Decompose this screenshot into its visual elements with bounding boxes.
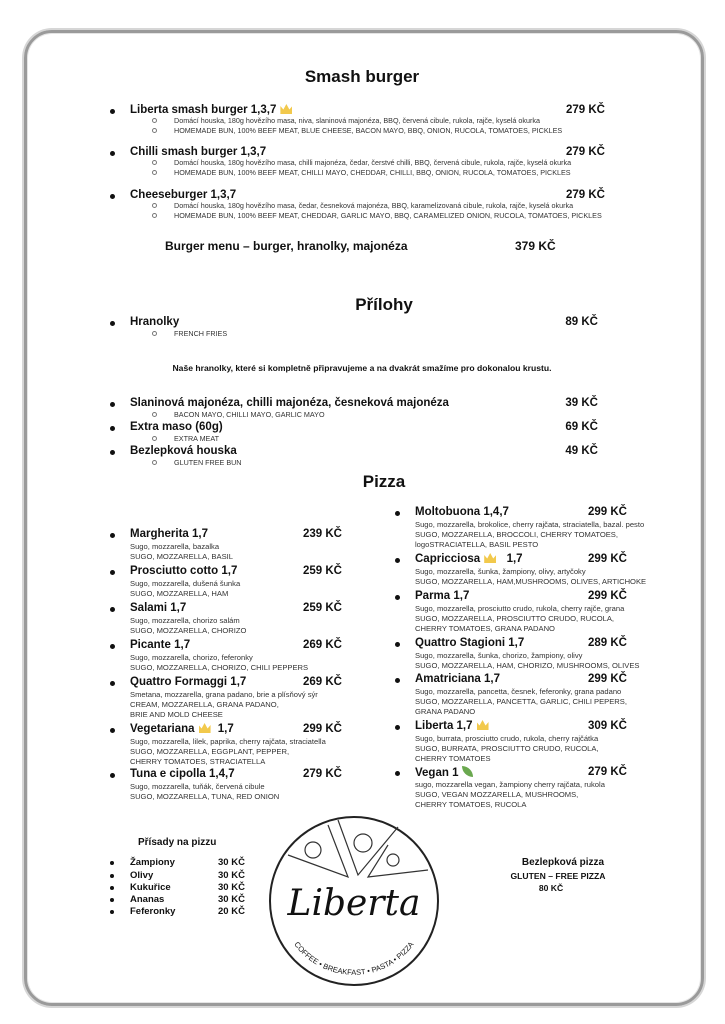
pizza-name	[130, 602, 186, 615]
crown-icon	[477, 720, 489, 730]
sub-bullet-icon	[152, 203, 157, 208]
pizza-allergens: 1,7	[500, 553, 523, 565]
side-desc-en: EXTRA MEAT	[174, 434, 219, 443]
pizza-name-text: Tuna e cipolla 1,4,7	[130, 768, 235, 780]
section-title-smash-burger: Smash burger	[304, 67, 420, 86]
pizza-name	[130, 676, 246, 689]
pizza-description-line: SUGO, MOZZARELLA, BROCCOLI, CHERRY TOMATOES,	[415, 530, 618, 539]
pizza-name	[415, 590, 469, 603]
pizza-description-line: CHERRY TOMATOES, STRACIATELLA	[130, 757, 266, 766]
topping-price: 20 KČ	[218, 906, 245, 917]
pizza-name-text: Amatriciana 1,7	[415, 673, 501, 685]
pizza-description-line: Sugo, mozzarella, dušená šunka	[130, 579, 241, 588]
topping-price: 30 KČ	[218, 894, 245, 905]
pizza-name-text: Liberta 1,7	[415, 720, 473, 732]
bullet-icon	[110, 681, 115, 686]
pizza-price: 269 KČ	[303, 676, 342, 688]
gluten-free-pizza-title: Bezlepková pizza	[521, 857, 605, 868]
bullet-icon	[110, 109, 115, 114]
pizza-description-line: SUGO, MOZZARELLA, CHORIZO	[130, 626, 247, 635]
bullet-icon	[110, 773, 115, 778]
section-title-pizza: Pizza	[362, 472, 406, 491]
pizza-name	[415, 673, 500, 686]
pizza-price: 279 KČ	[303, 768, 342, 780]
pizza-name-text: Vegetariana	[130, 723, 195, 735]
bullet-icon	[395, 725, 400, 730]
pizza-description-line: Sugo, mozzarella, bazalka	[130, 542, 220, 551]
pizza-description-line: Sugo, mozzarella, brokolice, cherry rajčata, straciatella, bazal. pesto	[415, 520, 645, 529]
gluten-free-pizza-en: GLUTEN – FREE PIZZA	[510, 871, 606, 881]
burger-desc-en: HOMEMADE BUN, 100% BEEF MEAT, CHILLI MAYO, CHEDDAR, CHILLI, BBQ, ONION, RUCOLA, TOMATOES, PICKLES	[174, 168, 571, 177]
pizza-name	[415, 637, 524, 650]
pizza-description-line: Sugo, mozzarella, pancetta, česnek, feferonky, grana padano	[415, 687, 622, 696]
burger-name-text: Chilli smash burger 1,3,7	[130, 146, 267, 158]
pizza-price: 259 KČ	[303, 565, 342, 577]
pizza-price: 299 KČ	[588, 673, 627, 685]
pizza-name-text: Quattro Formaggi 1,7	[130, 676, 247, 688]
side-desc-en: BACON MAYO, CHILLI MAYO, GARLIC MAYO	[174, 410, 325, 419]
pizza-description-line: SUGO, MOZZARELLA, HAM	[130, 589, 229, 598]
side-desc-en: GLUTEN FREE BUN	[174, 458, 242, 467]
side-name: Hranolky	[130, 316, 180, 328]
burger-name-text: Liberta smash burger 1,3,7	[130, 104, 277, 116]
topping-name: Olivy	[130, 870, 154, 881]
burger-desc-cz: Domácí houska, 180g hovězího masa, čedar, česneková majonéza, BBQ, karamelizovaná cibule, rukola, rajče, kyselá okurka	[174, 201, 574, 210]
bullet-icon	[110, 644, 115, 649]
crown-icon	[199, 723, 211, 733]
topping-price: 30 KČ	[218, 882, 245, 893]
pizza-description	[130, 579, 240, 599]
bullet-icon	[110, 874, 114, 878]
pizza-description-line: Sugo, mozzarella, chorizo, feferonky	[130, 653, 253, 662]
section-title-sides: Přílohy	[355, 295, 413, 314]
logo-ring-text-path: COFFEE • BREAKFAST • PASTA • PIZZA	[292, 939, 416, 977]
bullet-icon	[395, 511, 400, 516]
bullet-icon	[110, 533, 115, 538]
crown-icon	[484, 553, 496, 563]
bullet-icon	[110, 607, 115, 612]
pizza-name-text: Quattro Stagioni 1,7	[415, 637, 525, 649]
pizza-description	[130, 616, 246, 636]
pizza-name-text: Prosciutto cotto 1,7	[130, 565, 238, 577]
side-price: 49 KČ	[565, 445, 598, 457]
pizza-price: 279 KČ	[588, 766, 627, 778]
pizza-description	[130, 690, 318, 720]
pizza-name	[130, 528, 208, 541]
pizza-description	[415, 567, 646, 587]
burger-desc-en: HOMEMADE BUN, 100% BEEF MEAT, BLUE CHEESE, BACON MAYO, BBQ, ONION, RUCOLA, TOMATOES, PICKLES	[174, 126, 563, 135]
burger-name-text: Cheeseburger 1,3,7	[130, 189, 237, 201]
pizza-description-line: SUGO, MOZZARELLA, HAM,MUSHROOMS, OLIVES, ARTICHOKE	[415, 577, 647, 586]
pizza-description	[415, 687, 627, 717]
bullet-icon	[110, 910, 114, 914]
pizza-description-line: sugo, mozzarella vegan, žampiony cherry rajčata, rukola	[415, 780, 605, 789]
pizza-description-line: BRIE AND MOLD CHEESE	[130, 710, 223, 719]
bullet-icon	[110, 194, 115, 199]
pizza-description-line: Sugo, mozzarella, šunka, žampiony, olivy, artyčoky	[415, 567, 586, 576]
bullet-icon	[395, 595, 400, 600]
bullet-icon	[110, 450, 115, 455]
pizza-description-line: SUGO, MOZZARELLA, BASIL	[130, 552, 233, 561]
pizza-description-line: Sugo, mozzarella, tuňák, červená cibule	[130, 782, 265, 791]
sub-bullet-icon	[152, 331, 157, 336]
pizza-description	[130, 653, 308, 673]
side-price: 89 KČ	[565, 316, 598, 328]
pizza-description-line: SUGO, VEGAN MOZZARELLA, MUSHROOMS,	[415, 790, 579, 799]
topping-price: 30 KČ	[218, 870, 245, 881]
pizza-description-line: SUGO, MOZZARELLA, PANCETTA, GARLIC, CHILI PEPERS,	[415, 697, 627, 706]
bullet-icon	[110, 728, 115, 733]
sub-bullet-icon	[152, 118, 157, 123]
burger-desc-en: HOMEMADE BUN, 100% BEEF MEAT, CHEDDAR, GARLIC MAYO, BBQ, CARAMELIZED ONION, RUCOLA, TOMATOES, PICKLES	[174, 211, 602, 220]
side-name: Extra maso (60g)	[130, 421, 223, 433]
burger-price: 279 KČ	[566, 146, 605, 158]
pizza-description	[130, 542, 233, 562]
burger-price: 279 KČ	[566, 189, 605, 201]
bullet-icon	[110, 861, 114, 865]
side-name: Bezlepková houska	[130, 445, 237, 457]
burger-desc-cz: Domácí houska, 180g hovězího masa, chilli majonéza, čedar, čerstvé chilli, BBQ, červená cibule, rukola, rajče, kyselá okurka	[174, 158, 572, 167]
pizza-description-line: logoSTRACIATELLA, BASIL PESTO	[415, 540, 539, 549]
pizza-name-text: Margherita 1,7	[130, 528, 208, 540]
bullet-icon	[110, 151, 115, 156]
pizza-price: 309 KČ	[588, 720, 627, 732]
bullet-icon	[395, 558, 400, 563]
burger-menu-price: 379 KČ	[515, 239, 556, 253]
bullet-icon	[395, 642, 400, 647]
pizza-description-line: GRANA PADANO	[415, 707, 476, 716]
side-name: Slaninová majonéza, chilli majonéza, česneková majonéza	[130, 397, 449, 409]
pizza-name-text: Parma 1,7	[415, 590, 470, 602]
liberta-logo	[268, 815, 440, 987]
pizza-name	[130, 565, 237, 578]
pizza-name	[130, 768, 235, 781]
fries-note: Naše hranolky, které si kompletně připravujeme a na dvakrát smažíme pro dokonalou krustu.	[172, 363, 552, 373]
side-price: 69 KČ	[565, 421, 598, 433]
pizza-description	[130, 782, 279, 802]
burger-menu-label: Burger menu – burger, hranolky, majonéza	[165, 239, 408, 253]
pizza-name-text: Vegan 1	[415, 767, 459, 779]
pizza-description-line: SUGO, MOZZARELLA, PROSCIUTTO CRUDO, RUCOLA,	[415, 614, 615, 623]
pizza-description	[415, 734, 599, 764]
bullet-icon	[110, 402, 115, 407]
side-price: 39 KČ	[565, 397, 598, 409]
pizza-name	[130, 639, 190, 652]
bullet-icon	[395, 678, 400, 683]
sub-bullet-icon	[152, 412, 157, 417]
pizza-price: 289 KČ	[588, 637, 627, 649]
pizza-price: 259 KČ	[303, 602, 342, 614]
pizza-name	[415, 506, 509, 519]
pizza-name-text: Salami 1,7	[130, 602, 187, 614]
pizza-name-text: Capricciosa	[415, 553, 481, 565]
pizza-description-line: CREAM, MOZZARELLA, GRANA PADANO,	[130, 700, 279, 709]
logo-script: Liberta	[287, 883, 421, 924]
pizza-description	[415, 604, 624, 634]
pizza-price: 269 KČ	[303, 639, 342, 651]
bullet-icon	[110, 321, 115, 326]
pizza-name	[415, 766, 473, 780]
sub-bullet-icon	[152, 213, 157, 218]
sub-bullet-icon	[152, 436, 157, 441]
burger-price: 279 KČ	[566, 104, 605, 116]
topping-name: Ananas	[130, 894, 165, 905]
pizza-name-text: Picante 1,7	[130, 639, 191, 651]
pizza-description-line: Sugo, mozzarella, lilek, paprika, cherry rajčata, straciatella	[130, 737, 326, 746]
pizza-description-line: Sugo, mozzarella, šunka, chorizo, žampiony, olivy	[415, 651, 583, 660]
pizza-price: 299 KČ	[588, 590, 627, 602]
pizza-name-text: Moltobuona 1,4,7	[415, 506, 509, 518]
topping-price: 30 KČ	[218, 857, 245, 868]
pizza-description-line: CHERRY TOMATOES, GRANA PADANO	[415, 624, 555, 633]
pizza-description	[415, 780, 605, 810]
topping-name: Žampiony	[130, 857, 175, 868]
pizza-name	[415, 720, 493, 733]
sub-bullet-icon	[152, 160, 157, 165]
pizza-price: 239 KČ	[303, 528, 342, 540]
pizza-description-line: SUGO, MOZZARELLA, HAM, CHORIZO, MUSHROOMS, OLIVES	[415, 661, 640, 670]
pizza-description	[130, 737, 326, 767]
crown-icon	[280, 104, 292, 114]
gluten-free-pizza-price: 80 KČ	[538, 883, 564, 893]
pizza-description	[415, 651, 639, 671]
side-desc-en: FRENCH FRIES	[174, 329, 228, 338]
pizza-name	[130, 723, 234, 736]
topping-name: Kukuřice	[130, 882, 171, 893]
bullet-icon	[110, 426, 115, 431]
pizza-description-line: Sugo, mozzarella, chorizo salám	[130, 616, 240, 625]
bullet-icon	[395, 771, 400, 776]
pizza-description-line: Smetana, mozzarella, grana padano, brie a plísňový sýr	[130, 690, 318, 699]
toppings-title: Přísady na pizzu	[138, 837, 217, 848]
pizza-price: 299 KČ	[303, 723, 342, 735]
bullet-icon	[110, 570, 115, 575]
bullet-icon	[110, 898, 114, 902]
leaf-icon	[462, 766, 473, 777]
bullet-icon	[110, 886, 114, 890]
pizza-description-line: SUGO, MOZZARELLA, CHORIZO, CHILI PEPPERS	[130, 663, 309, 672]
pizza-description-line: Sugo, burrata, prosciutto crudo, rukola, cherry rajčátka	[415, 734, 599, 743]
pizza-description-line: SUGO, MOZZARELLA, TUNA, RED ONION	[130, 792, 280, 801]
sub-bullet-icon	[152, 170, 157, 175]
pizza-description-line: SUGO, BURRATA, PROSCIUTTO CRUDO, RUCOLA,	[415, 744, 599, 753]
sub-bullet-icon	[152, 128, 157, 133]
pizza-price: 299 KČ	[588, 506, 627, 518]
pizza-allergens: 1,7	[214, 723, 234, 735]
pizza-description-line: Sugo, mozzarella, prosciutto crudo, rukola, cherry rajče, grana	[415, 604, 625, 613]
pizza-description-line: SUGO, MOZZARELLA, EGGPLANT, PEPPER,	[130, 747, 290, 756]
pizza-description	[415, 520, 644, 550]
sub-bullet-icon	[152, 460, 157, 465]
pizza-description-line: CHERRY TOMATOES, RUCOLA	[415, 800, 527, 809]
pizza-description-line: CHERRY TOMATOES	[415, 754, 491, 763]
burger-desc-cz: Domácí houska, 180g hovězího masa, niva, slaninová majonéza, BBQ, červená cibule, rukola, rajče, kyselá okurka	[174, 116, 540, 125]
topping-name: Feferonky	[130, 906, 176, 917]
pizza-name	[415, 553, 523, 566]
pizza-price: 299 KČ	[588, 553, 627, 565]
